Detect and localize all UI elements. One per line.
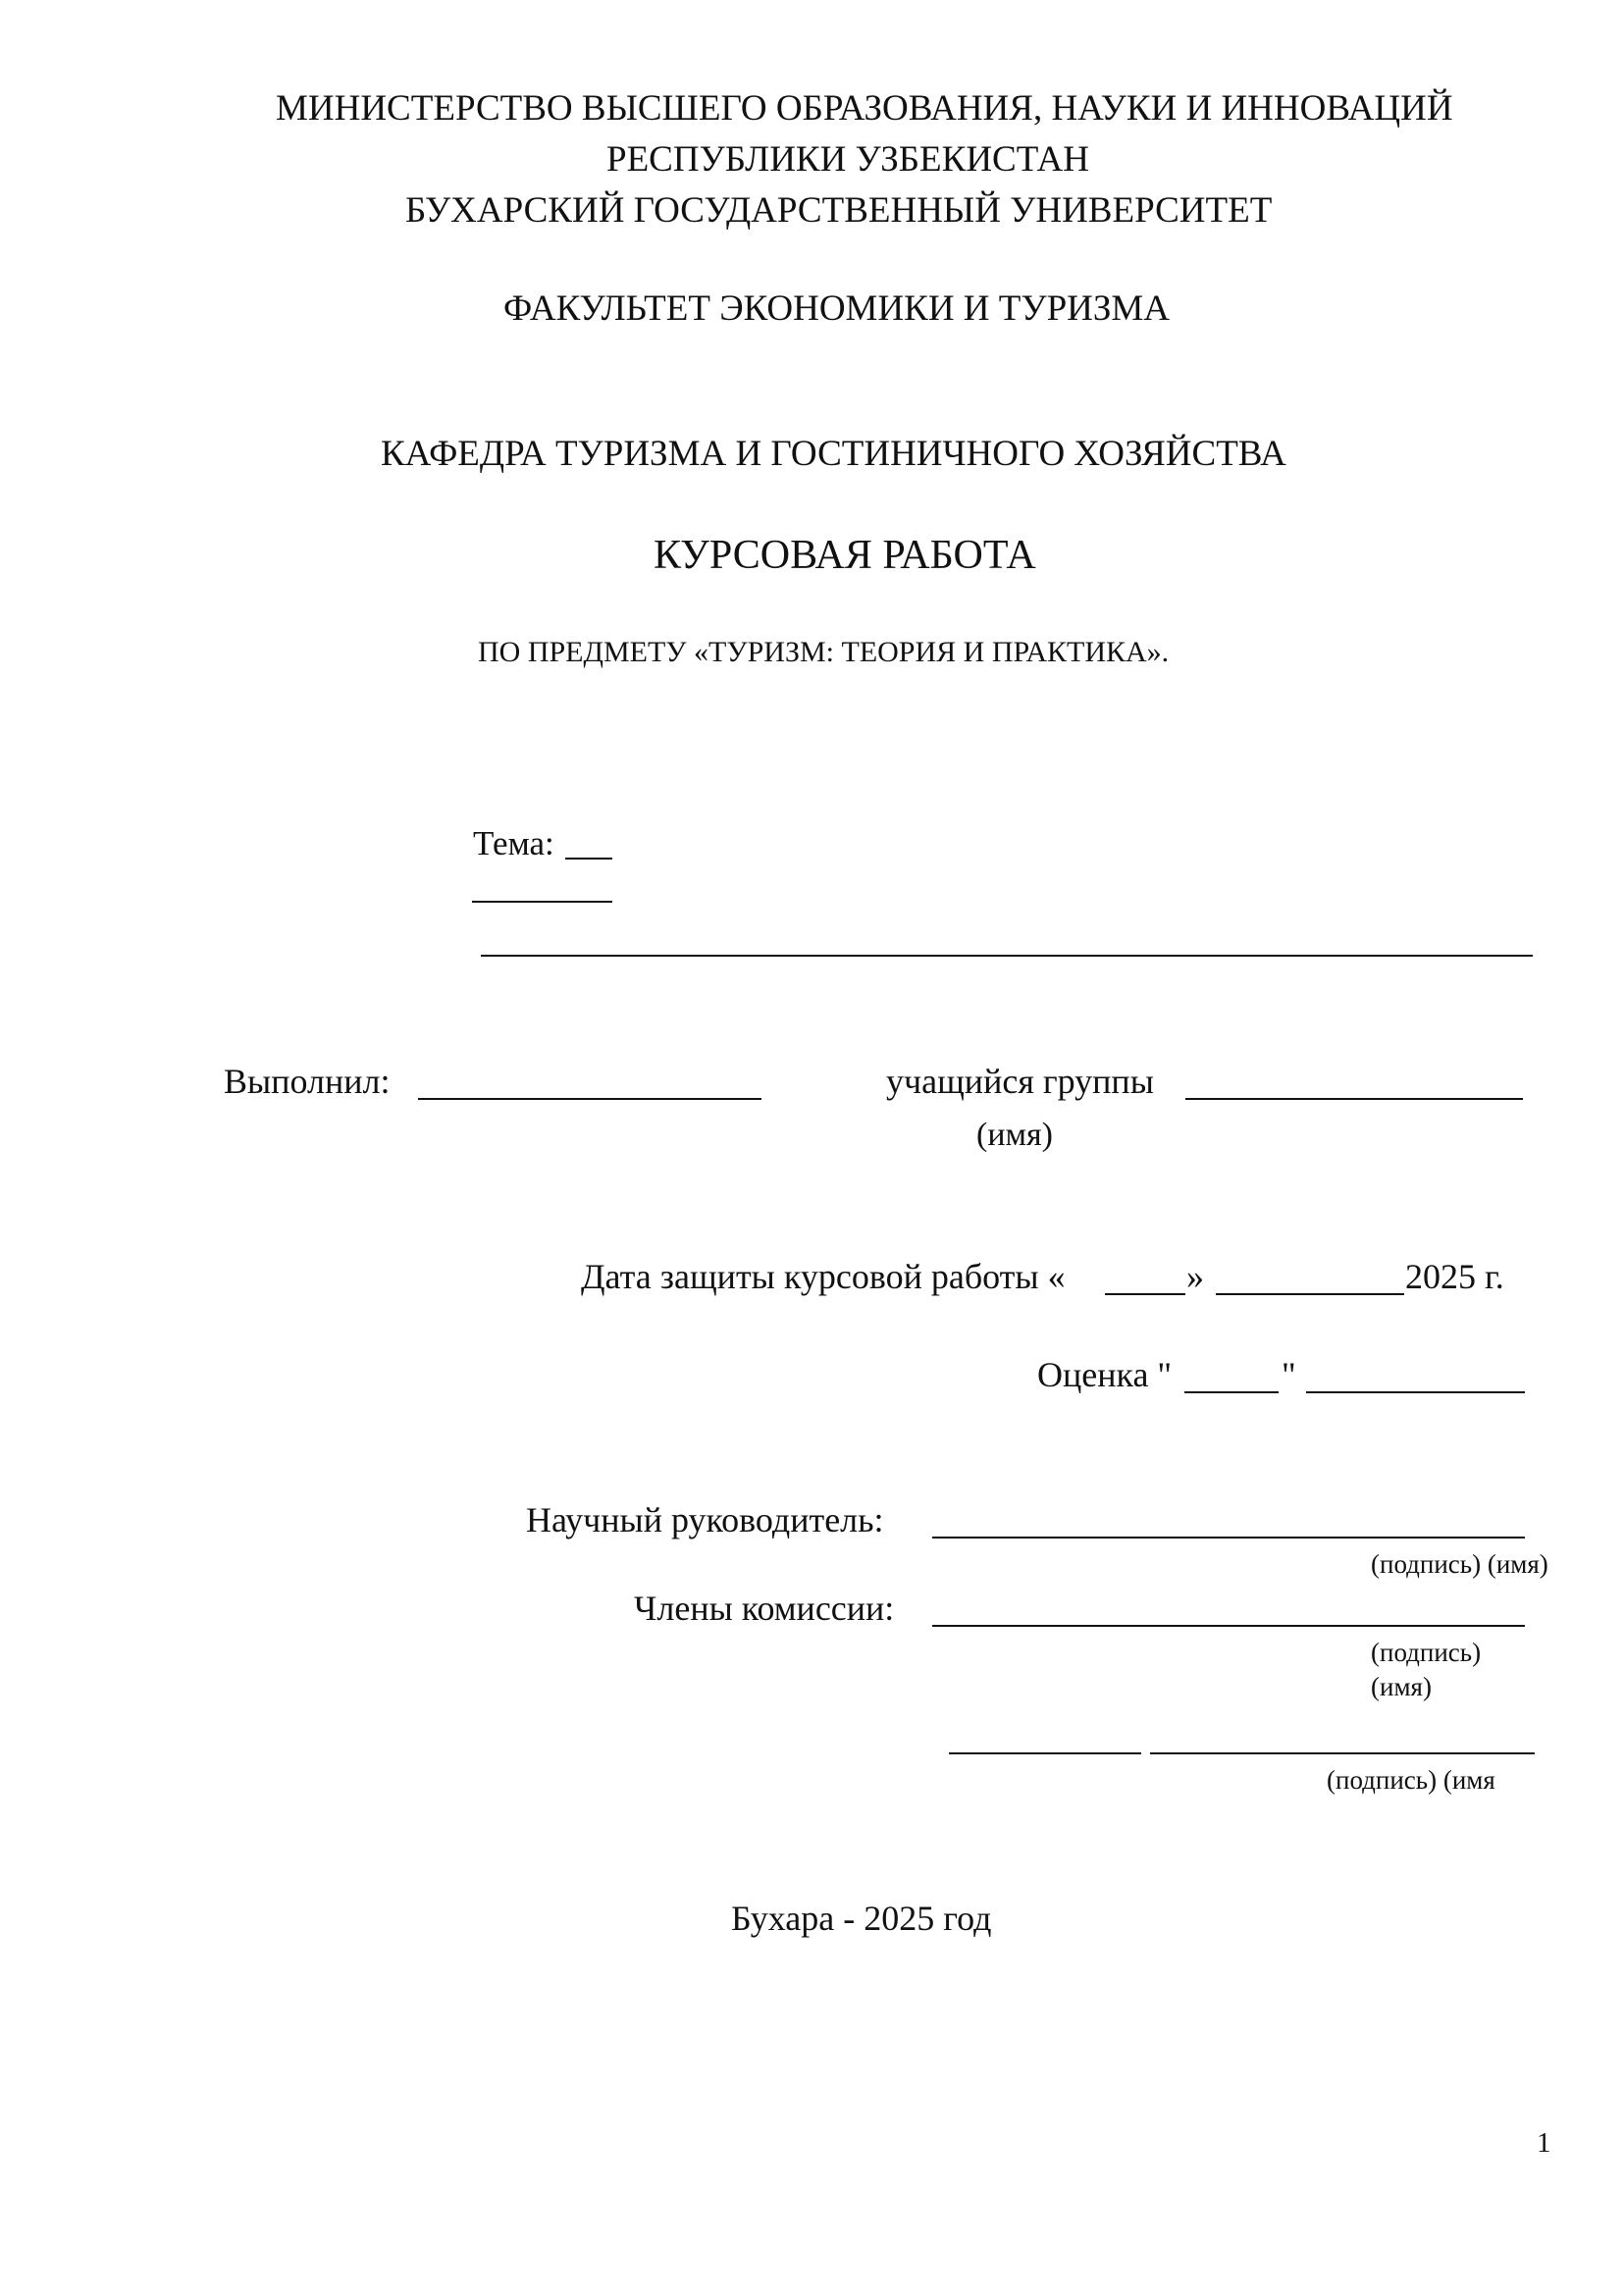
defense-year: 2025 г. (1405, 1257, 1504, 1296)
group-field[interactable] (1185, 1098, 1523, 1100)
ministry-line-2-fixed: РЕСПУБЛИКИ УЗБЕКИСТАН (606, 139, 1089, 180)
grade-close-quote: " (1282, 1355, 1296, 1394)
supervisor-field[interactable] (932, 1537, 1525, 1539)
ministry-line-1-fixed: МИНИСТЕРСТВО ВЫСШЕГО ОБРАЗОВАНИЯ, НАУКИ И ИННОВАЦИЙ (276, 88, 1453, 129)
supervisor-hint: (подпись) (имя) (1371, 1549, 1548, 1579)
grade-value-field[interactable] (1184, 1391, 1279, 1393)
defense-day-field[interactable] (1105, 1293, 1185, 1295)
university-name: БУХАРСКИЙ ГОСУДАРСТВЕННЫЙ УНИВЕРСИТЕТ (405, 190, 1273, 231)
committee-member-1-field[interactable] (932, 1625, 1525, 1627)
work-subject: ПО ПРЕДМЕТУ «ТУРИЗМ: ТЕОРИЯ И ПРАКТИКА». (478, 636, 1170, 668)
committee-member-1-hint-name: (имя) (1371, 1672, 1432, 1701)
city-year: Бухара - 2025 год (731, 1899, 992, 1938)
committee-members-label: Члены комиссии: (634, 1589, 895, 1628)
committee-member-2-name-field[interactable] (1150, 1752, 1535, 1754)
defense-month-field[interactable] (1216, 1293, 1404, 1295)
grade-words-field[interactable] (1306, 1391, 1525, 1393)
committee-member-1-hint-signature: (подпись) (1371, 1638, 1482, 1667)
student-name-field[interactable] (418, 1098, 761, 1100)
supervisor-label: Научный руководитель: (526, 1500, 884, 1539)
topic-label: Тема: (473, 824, 554, 862)
committee-member-2-signature-field[interactable] (949, 1752, 1141, 1754)
faculty-name: ФАКУЛЬТЕТ ЭКОНОМИКИ И ТУРИЗМА (503, 288, 1171, 329)
department-name: КАФЕДРА ТУРИЗМА И ГОСТИНИЧНОГО ХОЗЯЙСТВА (381, 434, 1286, 474)
topic-field-long[interactable] (481, 955, 1533, 957)
defense-date-prefix: Дата защиты курсовой работы « (581, 1257, 1066, 1296)
defense-date-mid: » (1186, 1257, 1204, 1296)
committee-member-2-hint: (подпись) (имя (1327, 1765, 1495, 1795)
topic-field-short-1[interactable] (565, 858, 612, 860)
grade-label: Оценка " (1037, 1355, 1173, 1394)
student-name-hint: (имя) (976, 1117, 1053, 1153)
work-type-title: КУРСОВАЯ РАБОТА (654, 533, 1036, 578)
topic-field-short-2[interactable] (472, 901, 612, 903)
completed-by-label: Выполнил: (224, 1062, 391, 1101)
page-number: 1 (1537, 2127, 1551, 2159)
group-label: учащийся группы (886, 1062, 1154, 1101)
